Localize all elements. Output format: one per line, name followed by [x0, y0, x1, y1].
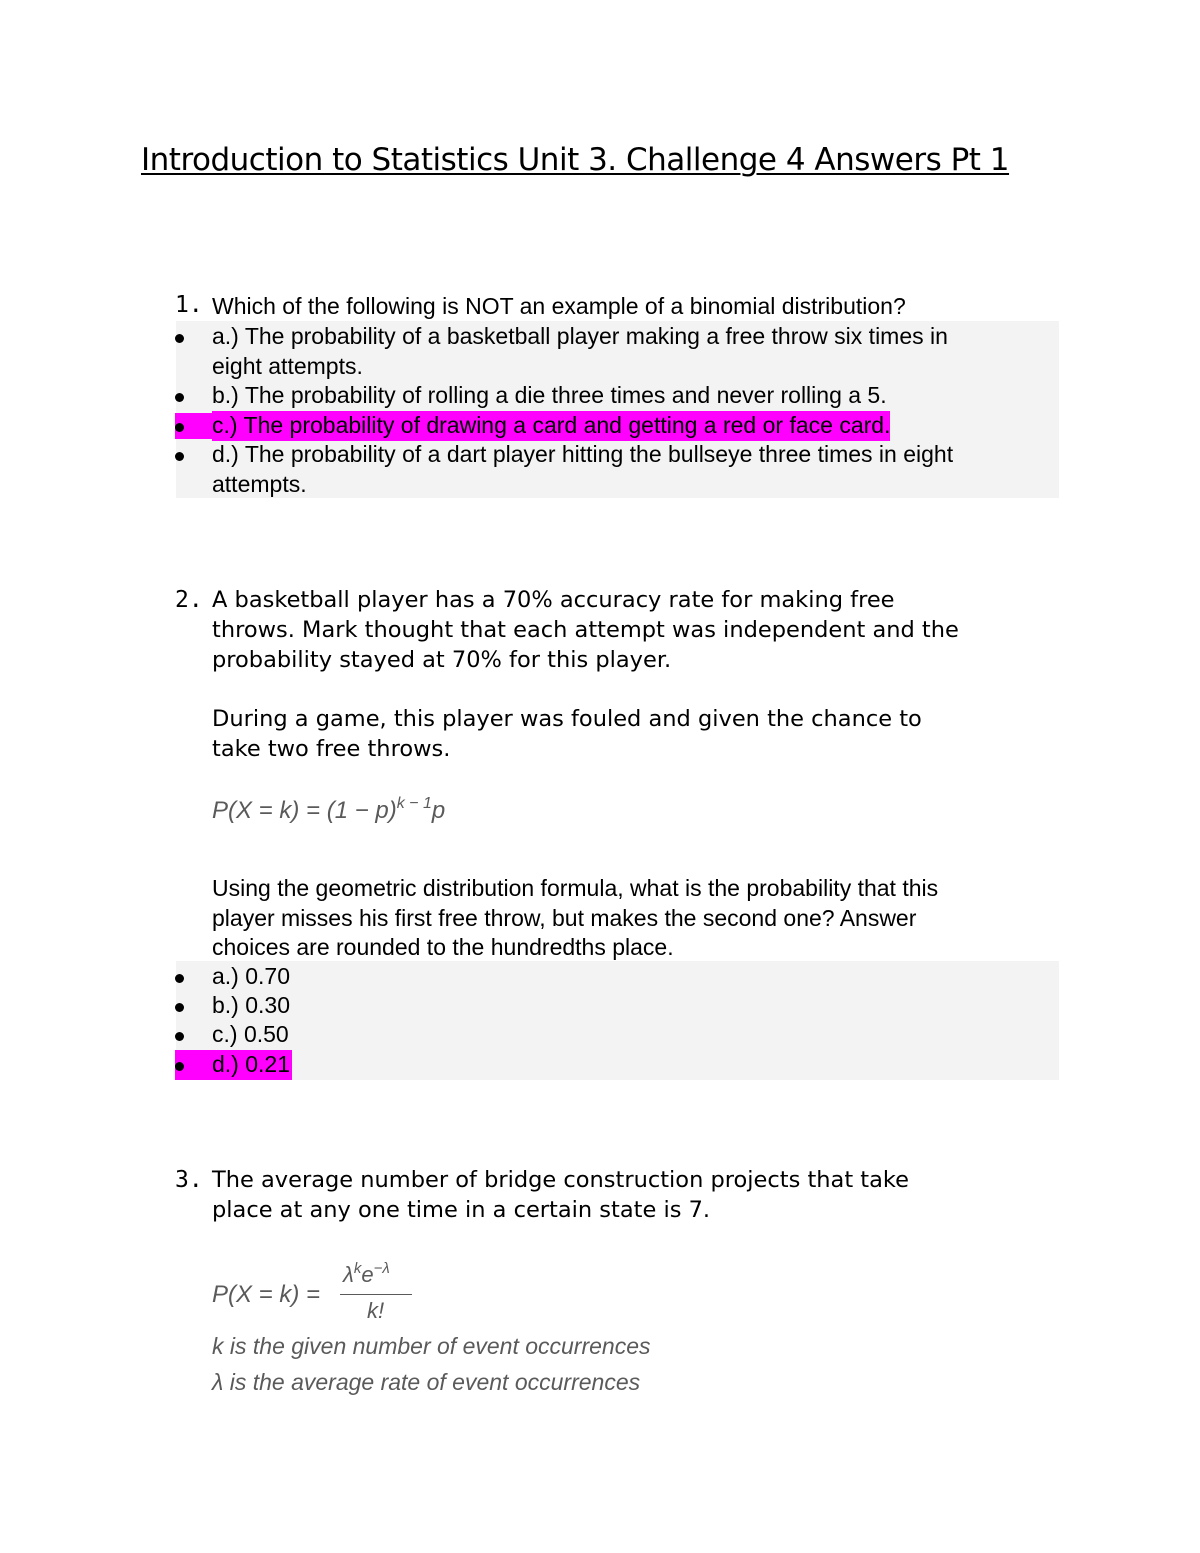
q1-option-a — [175, 322, 1059, 352]
q2-option-b-text: b.) 0.30 — [212, 992, 290, 1018]
q2-option-a — [175, 962, 1059, 992]
text-line: A basketball player has a 70% accuracy rate for making free — [212, 587, 895, 613]
geometric-formula — [212, 797, 445, 825]
formula-denominator: k! — [367, 1298, 385, 1323]
formula-main: P(X = k) = (1 − p) — [212, 797, 397, 824]
text-line: place at any one time in a certain state is 7. — [212, 1196, 711, 1223]
q2-option-c — [175, 1020, 1059, 1050]
formula-numerator — [343, 1262, 390, 1288]
q2-option-a-text: a.) 0.70 — [212, 963, 290, 989]
question-3-number: 3. — [175, 1167, 203, 1193]
q1-option-d-text: d.) The probability of a dart player hitting the bullseye three times in eight — [212, 441, 954, 467]
formula-exponent: k − 1 — [396, 795, 432, 812]
formula-tail: p — [431, 797, 446, 824]
q1-option-d-cont — [175, 470, 1059, 500]
text-line: During a game, this player was fouled and given the chance to — [212, 706, 922, 732]
text-line: Using the geometric distribution formula, what is the probability that this — [212, 875, 939, 901]
question-1-number: 1. — [175, 292, 203, 318]
formula-e: e — [361, 1262, 374, 1287]
q2-option-c-text: c.) 0.50 — [212, 1021, 289, 1047]
text-line: player misses his first free throw, but makes the second one? Answer — [212, 904, 917, 931]
question-2-number: 2. — [175, 587, 203, 613]
q1-option-c — [175, 411, 1059, 441]
note-lambda: λ is the average rate of event occurrences — [212, 1369, 641, 1395]
q1-option-b-text: b.) The probability of rolling a die three times and never rolling a 5. — [212, 382, 887, 408]
question-2-question — [212, 874, 938, 963]
text-line: take two free throws. — [212, 735, 451, 762]
formula-sup-k: k — [353, 1260, 362, 1277]
question-1-text: Which of the following is NOT an example of a binomial distribution? — [212, 293, 906, 319]
q2-option-d — [175, 1050, 1059, 1080]
text-line: choices are rounded to the hundredths place. — [212, 934, 674, 961]
text-line: The average number of bridge construction projects that take — [212, 1167, 909, 1193]
q1-option-d — [175, 440, 1059, 470]
text-line: probability stayed at 70% for this player. — [212, 646, 672, 673]
text-line: throws. Mark thought that each attempt was independent and the — [212, 616, 959, 643]
question-2-para1 — [212, 586, 959, 675]
q1-option-a-text-line2: eight attempts. — [212, 353, 363, 379]
q1-option-d-text-line2: attempts. — [212, 471, 307, 497]
q1-option-a-cont — [175, 352, 1059, 382]
note-k: k is the given number of event occurrences — [212, 1333, 651, 1359]
formula-lambda: λ — [343, 1262, 354, 1287]
q1-option-a-text: a.) The probability of a basketball player making a free throw six times in — [212, 323, 948, 349]
formula-sup-neg-lambda: −λ — [373, 1260, 390, 1277]
question-2-para2 — [212, 705, 922, 765]
q1-option-c-text: c.) The probability of drawing a card and getting a red or face card. — [212, 411, 890, 441]
formula-lhs: P(X = k) = — [212, 1281, 321, 1308]
q1-option-b — [175, 381, 1059, 411]
q2-option-d-text: d.) 0.21 — [212, 1050, 292, 1080]
question-3-para1 — [212, 1166, 909, 1226]
q2-option-b — [175, 991, 1059, 1021]
fraction-bar — [340, 1294, 412, 1295]
page-title: Introduction to Statistics Unit 3. Challenge 4 Answers Pt 1 — [141, 142, 1010, 178]
